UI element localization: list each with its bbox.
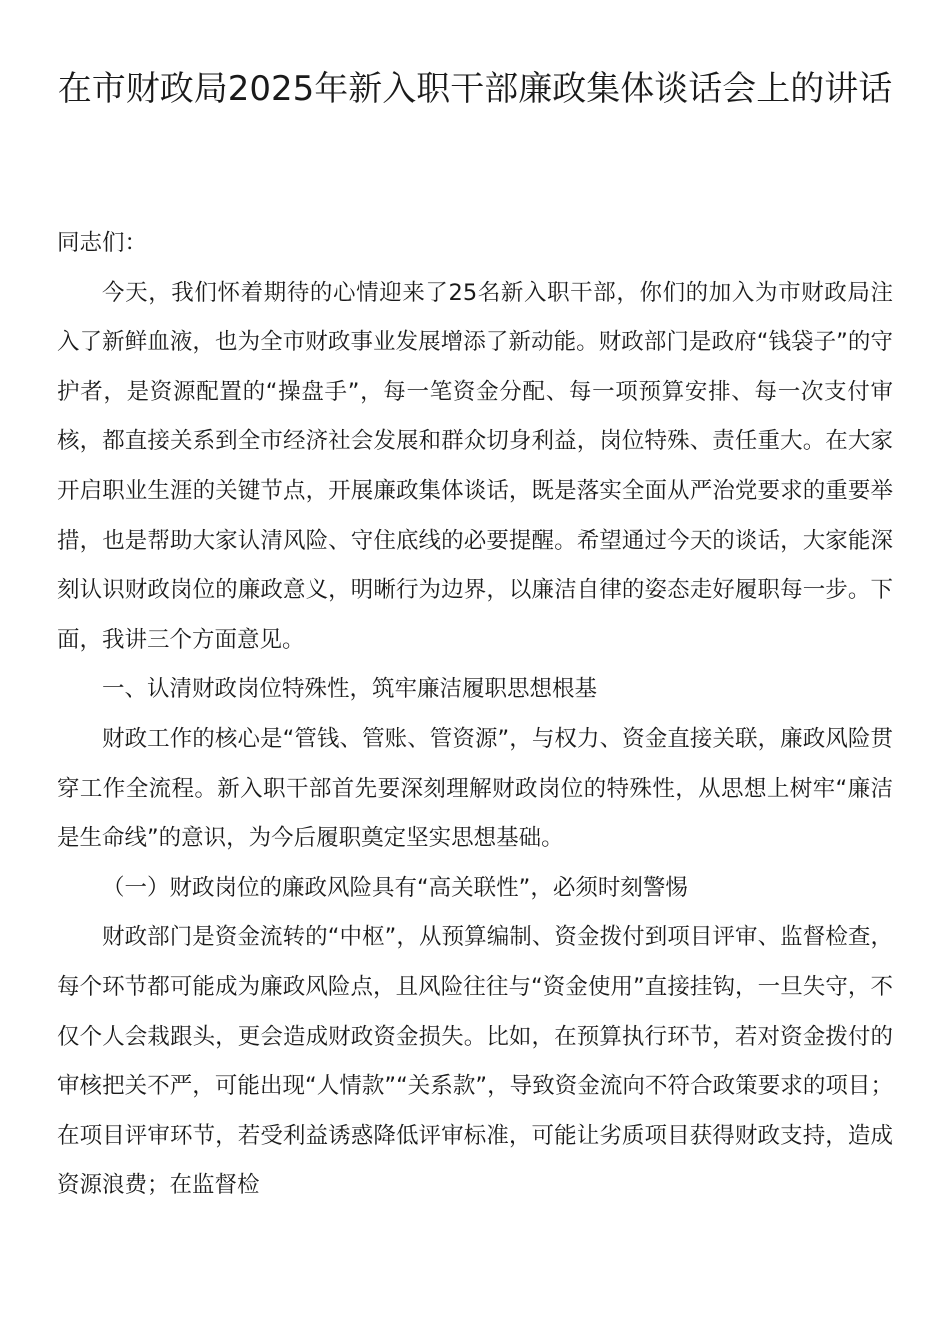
paragraph-subsection-1: 财政部门是资金流转的“中枢”，从预算编制、资金拨付到项目评审、监督检查，每个环节都可能成为廉政风险点，且风险往往与“资金使用”直接挂钩，一旦失守，不仅个人会栽跟头，更会造成财政资金损失。比如，在预算执行环节，若对资金拨付的审核把关不严，可能出现“人情款”“关系款”，导致资金流向不符合政策要求的项目；在项目评审环节，若受利益诱惑降低评审标准，可能让劣质项目获得财政支持，造成资源浪费；在监督检 bbox=[57, 924, 893, 1199]
subsection-heading-1: （一）财政岗位的廉政风险具有“高关联性”，必须时刻警惕 bbox=[102, 874, 688, 901]
section-heading-1: 一、认清财政岗位特殊性，筑牢廉洁履职思想根基 bbox=[102, 676, 598, 703]
paragraph-intro: 今天，我们怀着期待的心情迎来了25名新入职干部，你们的加入为市财政局注入了新鲜血液，也为全市财政事业发展增添了新动能。财政部门是政府“钱袋子”的守护者，是资源配置的“操盘手”，每一笔资金分配、每一项预算安排、每一次支付审核，都直接关系到全市经济社会发展和群众切身利益，岗位特殊、责任重大。在大家开启职业生涯的关键节点，开展廉政集体谈话，既是落实全面从严治党要求的重要举措，也是帮助大家认清风险、守住底线的必要提醒。希望通过今天的谈话，大家能深刻认识财政岗位的廉政意义，明晰行为边界，以廉洁自律的姿态走好履职每一步。下面，我讲三个方面意见。 bbox=[57, 279, 893, 653]
salutation: 同志们： bbox=[57, 230, 148, 256]
paragraph-section-1: 财政工作的核心是“管钱、管账、管资源”，与权力、资金直接关联，廉政风险贯穿工作全流程。新入职干部首先要深刻理解财政岗位的特殊性，从思想上树牢“廉洁是生命线”的意识，为今后履职奠定坚实思想基础。 bbox=[57, 725, 893, 852]
document-body bbox=[57, 219, 893, 1211]
document-title: 在市财政局2025年新入职干部廉政集体谈话会上的讲话 bbox=[57, 69, 893, 109]
